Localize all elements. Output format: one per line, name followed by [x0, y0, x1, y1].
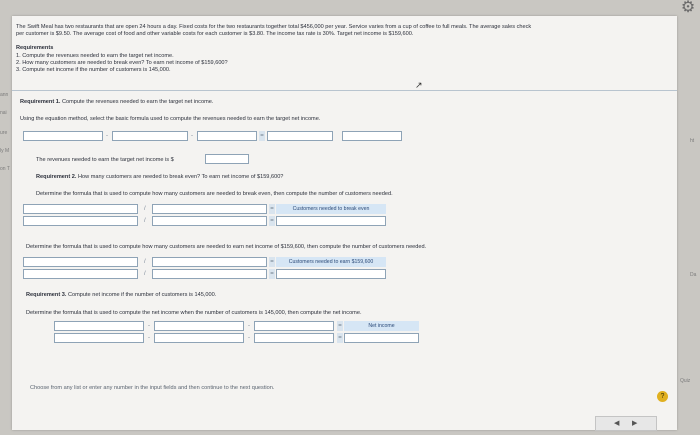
equals-operator: = — [270, 218, 274, 224]
minus-operator: - — [248, 323, 250, 329]
revenues-needed-input[interactable] — [205, 154, 249, 164]
minus-operator: - — [106, 133, 108, 139]
side-fragment: Quiz — [680, 378, 691, 384]
side-fragment: ht — [690, 138, 695, 144]
divide-operator: / — [144, 206, 146, 212]
equals-operator: = — [270, 206, 274, 212]
net-income-select-2[interactable] — [154, 321, 244, 331]
minus-operator: - — [148, 335, 150, 341]
target-numerator-select[interactable] — [23, 257, 138, 267]
side-fragment: nai — [0, 110, 7, 116]
instruction-text: Determine the formula that is used to compute how many customers are needed to earn net income of $159,600, then compute the number of customers needed. — [26, 244, 427, 250]
side-fragment: ure — [0, 130, 8, 136]
formula-select-fixed-costs[interactable] — [197, 131, 257, 141]
equals-operator: = — [338, 323, 342, 329]
equals-operator: = — [270, 271, 274, 277]
footer-hint: Choose from any list or enter any number in the input fields and then continue to the next question. — [30, 385, 275, 391]
divider — [12, 90, 677, 91]
equals-operator: = — [338, 335, 342, 341]
requirement-item: 1. Compute the revenues needed to earn the target net income. — [16, 53, 174, 59]
arrow-left-icon[interactable]: ◀ — [614, 420, 620, 427]
instruction-text: Determine the formula that is used to compute the net income when the number of customers is 145,000, then compute the net income. — [26, 310, 362, 316]
side-fragment: ann — [0, 92, 9, 98]
equals-operator: = — [270, 259, 274, 265]
net-income-input-1[interactable] — [54, 333, 144, 343]
breakeven-numerator-select[interactable] — [23, 204, 138, 214]
side-fragment: ly M — [0, 148, 10, 154]
requirements-heading: Requirements — [16, 45, 54, 51]
net-income-label: Net income — [344, 321, 419, 331]
target-numerator-input[interactable] — [23, 269, 138, 279]
breakeven-denominator-input[interactable] — [152, 216, 267, 226]
target-result-input[interactable] — [276, 269, 386, 279]
requirement-item: 3. Compute net income if the number of customers is 145,000. — [16, 67, 171, 73]
divide-operator: / — [144, 271, 146, 277]
instruction-text: Using the equation method, select the basic formula used to compute the revenues needed to earn the target net income. — [20, 116, 321, 122]
requirement-3-heading: Requirement 3. Compute net income if the number of customers is 145,000. — [26, 292, 217, 298]
breakeven-label: Customers needed to break even — [276, 204, 386, 214]
breakeven-numerator-input[interactable] — [23, 216, 138, 226]
side-fragment: on T — [0, 166, 10, 172]
breakeven-result-input[interactable] — [276, 216, 386, 226]
gear-icon[interactable]: ⚙ — [680, 0, 696, 16]
requirement-item: 2. How many customers are needed to break even? To earn net income of $159,600? — [16, 60, 228, 66]
minus-operator: - — [248, 335, 250, 341]
minus-operator: - — [191, 133, 193, 139]
requirement-2-heading: Requirement 2. How many customers are needed to break even? To earn net income of $159,600? — [36, 174, 284, 180]
net-income-input-2[interactable] — [154, 333, 244, 343]
formula-select-revenues[interactable] — [23, 131, 103, 141]
side-fragment: Da — [690, 272, 697, 278]
target-label: Customers needed to earn $159,600 — [276, 257, 386, 267]
divide-operator: / — [144, 218, 146, 224]
problem-text: per customer is $9.50. The average cost of food and other variable costs for each customer is $3.80. The income tax rate is 30%. Target net income is $159,600. — [16, 31, 414, 37]
net-income-select-1[interactable] — [54, 321, 144, 331]
question-navigation — [595, 416, 657, 431]
instruction-text: Determine the formula that is used to compute how many customers are needed to break even, then compute the number of customers needed. — [36, 191, 393, 197]
formula-select-variable-costs[interactable] — [112, 131, 188, 141]
equals-operator: = — [260, 133, 264, 139]
help-icon[interactable]: ? — [657, 391, 668, 402]
arrow-right-icon[interactable]: ▶ — [632, 420, 638, 427]
question-panel — [12, 16, 677, 430]
net-income-select-3[interactable] — [254, 321, 334, 331]
minus-operator: - — [148, 323, 150, 329]
formula-select-result[interactable] — [267, 131, 333, 141]
breakeven-denominator-select[interactable] — [152, 204, 267, 214]
problem-text: The Swift Meal has two restaurants that are open 24 hours a day. Fixed costs for the two restaurants together total $456,000 per year. Service varies from a cup of coffee to full meals. The average sales check — [16, 24, 532, 30]
mouse-cursor-icon: ↗ — [415, 80, 423, 90]
net-income-result-input[interactable] — [344, 333, 419, 343]
divide-operator: / — [144, 259, 146, 265]
result-prefix: The revenues needed to earn the target net income is $ — [36, 157, 174, 163]
target-denominator-input[interactable] — [152, 269, 267, 279]
target-denominator-select[interactable] — [152, 257, 267, 267]
requirement-1-heading: Requirement 1. Compute the revenues needed to earn the target net income. — [20, 99, 214, 105]
net-income-input-3[interactable] — [254, 333, 334, 343]
formula-input-result[interactable] — [342, 131, 402, 141]
